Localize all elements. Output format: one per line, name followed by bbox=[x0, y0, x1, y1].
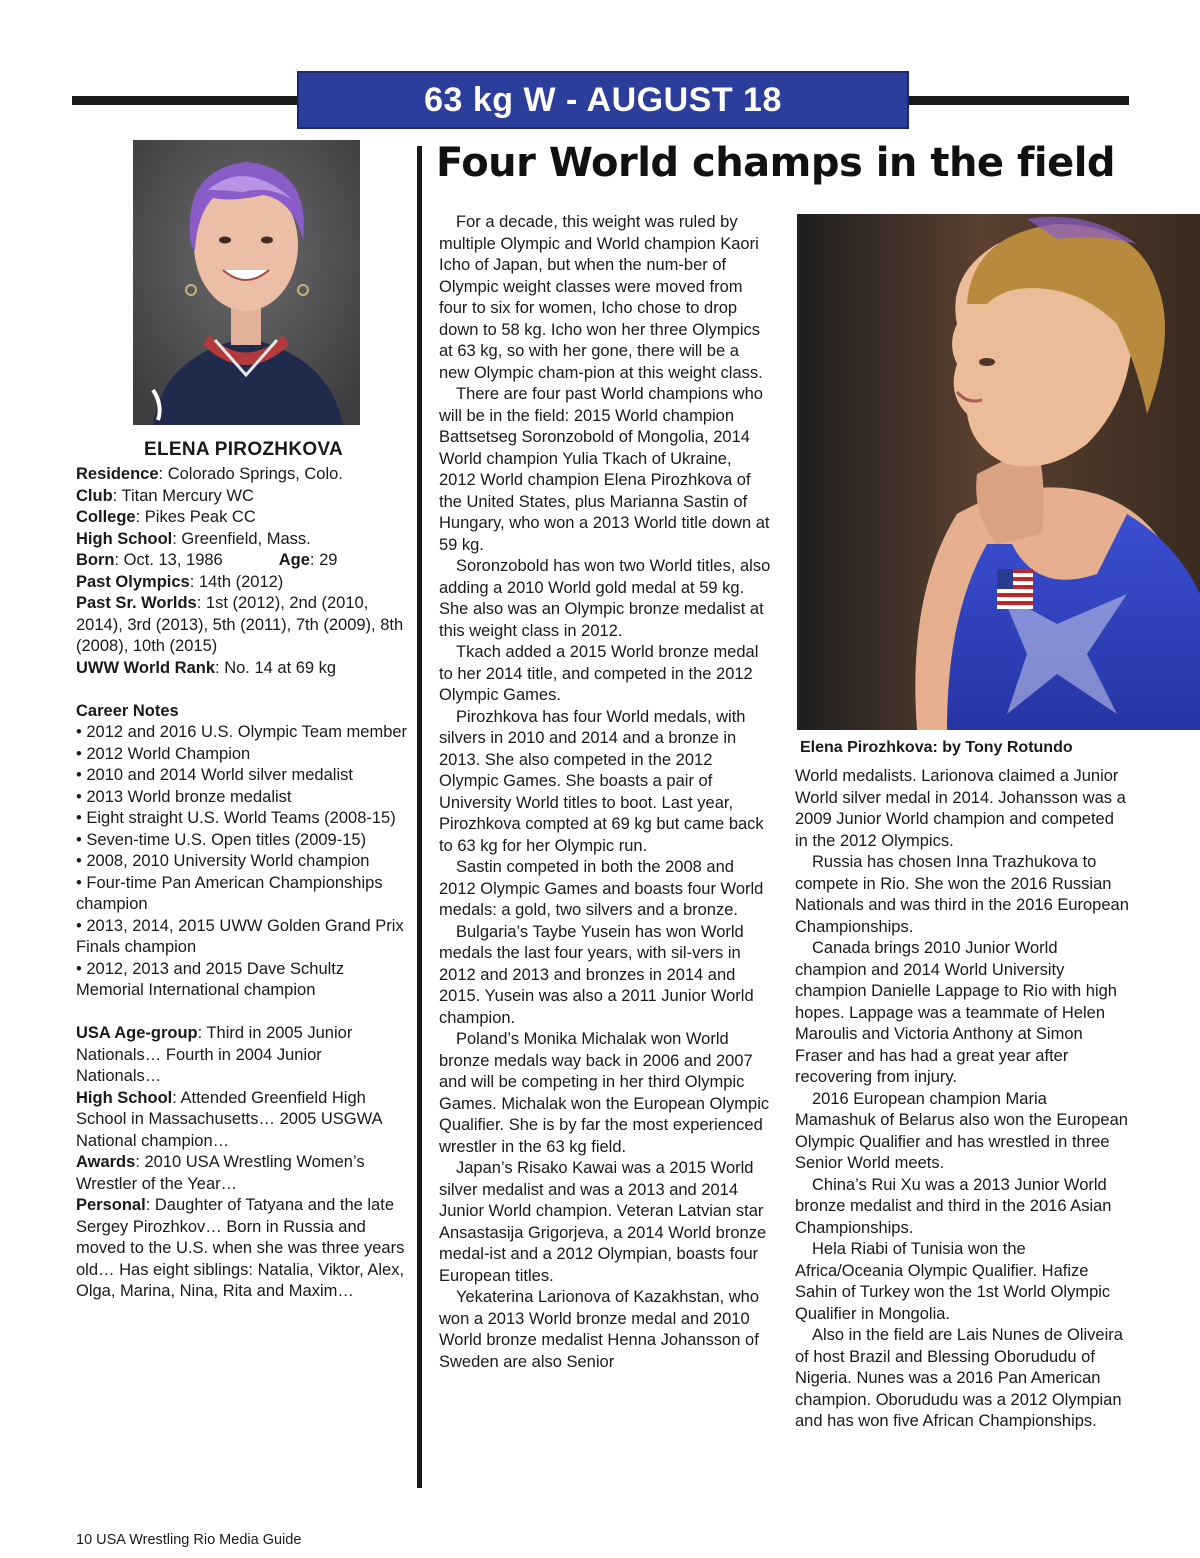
article-paragraph: Pirozhkova has four World medals, with silvers in 2010 and 2014 and a bronze in 2013. She also competed in the 2012 Olympic Games. She boasts a pair of University World titles to boot. Last year, Pirozhkova compted at 69 kg but came back to 63 kg for her Olympic run. bbox=[439, 707, 764, 855]
bio-residence: Residence: Colorado Springs, Colo. bbox=[76, 465, 343, 483]
article-paragraph: Sastin competed in both the 2008 and 2012 Olympic Games and boasts four World medals: a gold, two silvers and a bronze. bbox=[439, 858, 764, 919]
article-paragraph: Soronzobold has won two World titles, also adding a 2010 World gold medal at 59 kg. She also was an Olympic bronze medalist at this weight class in 2012. bbox=[439, 557, 771, 640]
article-paragraph: 2016 European champion Maria Mamashuk of Belarus also won the European Olympic Qualifier and has wrestled in three Senior World meets. bbox=[795, 1089, 1128, 1172]
article-column-right bbox=[795, 766, 1129, 1433]
weight-class-banner: 63 kg W - AUGUST 18 bbox=[297, 71, 909, 129]
bio-born-age: Born: Oct. 13, 1986 Age: 29 bbox=[76, 551, 338, 569]
article-column-middle bbox=[439, 212, 771, 1373]
article-paragraph: Yekaterina Larionova of Kazakhstan, who won a 2013 World bronze medal and 2010 World bronze medalist Henna Johansson of Sweden are also Senior bbox=[439, 1288, 760, 1371]
page-footer: 10 USA Wrestling Rio Media Guide bbox=[76, 1532, 302, 1548]
bio-world-rank: UWW World Rank: No. 14 at 69 kg bbox=[76, 658, 337, 677]
portrait-photo bbox=[133, 140, 360, 425]
career-note: • 2012 World Champion bbox=[76, 744, 251, 763]
article-paragraph: Japan’s Risako Kawai was a 2015 World silver medalist and was a 2013 and 2014 Junior World champion. Veteran Latvian star Ansastasija Grigorjeva, a 2014 World bronze medal-ist and a 2012 Olympian, boasts four European titles. bbox=[439, 1159, 767, 1285]
career-note: • 2013, 2014, 2015 UWW Golden Grand Prix Finals champion bbox=[76, 916, 404, 956]
career-note: • Four-time Pan American Championships champion bbox=[76, 873, 383, 913]
bio-past-olympics: Past Olympics: 14th (2012) bbox=[76, 572, 284, 591]
career-note: • 2013 World bronze medalist bbox=[76, 787, 292, 806]
athlete-bio bbox=[76, 438, 411, 1303]
career-note: • 2010 and 2014 World silver medalist bbox=[76, 766, 353, 784]
bio-past-worlds: Past Sr. Worlds: 1st (2012), 2nd (2010, 2014), 3rd (2013), 5th (2011), 7th (2009), 8th (2008), 10th (2015) bbox=[76, 594, 404, 655]
career-note: • 2008, 2010 University World champion bbox=[76, 852, 370, 870]
bio-personal: Personal: Daughter of Tatyana and the late Sergey Pirozhkov… Born in Russia and moved to the U.S. when she was three years old… Has eight siblings: Natalia, Viktor, Alex, Olga, Marina, Nina, Rita and Maxim… bbox=[76, 1196, 405, 1300]
career-note: • 2012 and 2016 U.S. Olympic Team member bbox=[76, 723, 408, 741]
article-paragraph: Russia has chosen Inna Trazhukova to compete in Rio. She won the 2016 Russian Nationals and was third in the 2016 European Championships. bbox=[795, 853, 1129, 936]
article-paragraph: Canada brings 2010 Junior World champion and 2014 World University champion Danielle Lappage to Rio with high hopes. Lappage was a teammate of Helen Maroulis and Victoria Anthony at Simon Fraser and has had a great year after recovering from injury. bbox=[795, 939, 1117, 1086]
article-paragraph: China’s Rui Xu was a 2013 Junior World bronze medalist and third in the 2016 Asian Championships. bbox=[795, 1175, 1112, 1237]
athlete-name: ELENA PIROZHKOVA bbox=[143, 439, 344, 460]
photo-caption: Elena Pirozhkova: by Tony Rotundo bbox=[800, 739, 1073, 756]
header-rule-right bbox=[906, 96, 1129, 105]
column-divider bbox=[417, 146, 422, 1488]
bio-high-school: High School: Greenfield, Mass. bbox=[76, 529, 311, 548]
header-rule-left bbox=[72, 96, 300, 105]
article-paragraph: Bulgaria’s Taybe Yusein has won World medals the last four years, with sil-vers in 2012 and 2013 and bronzes in 2014 and 2015. Yusein was also a 2011 Junior World champion. bbox=[439, 922, 754, 1027]
bio-club: Club: Titan Mercury WC bbox=[76, 486, 254, 505]
article-paragraph: Hela Riabi of Tunisia won the Africa/Oceania Olympic Qualifier. Hafize Sahin of Turkey won the 1st World Olympic Qualifier in Mongolia. bbox=[795, 1240, 1111, 1323]
career-note: • Seven-time U.S. Open titles (2009-15) bbox=[76, 830, 367, 849]
bio-college: College: Pikes Peak CC bbox=[76, 508, 256, 526]
article-paragraph: Also in the field are Lais Nunes de Oliveira of host Brazil and Blessing Oborududu of Nigeria. Nunes was a 2016 Pan American champion. Oborududu was a 2012 Olympian and has won five African Championships. bbox=[795, 1326, 1123, 1430]
career-notes-heading: Career Notes bbox=[76, 701, 179, 720]
article-paragraph: For a decade, this weight was ruled by multiple Olympic and World champion Kaori Icho of Japan, but when the num-ber of Olympic weight classes were moved from four to six for women, Icho chose to drop down to 58 kg. Icho won her three Olympics at 63 kg, so with her gone, there will be a new Olympic cham-pion at this weight class. bbox=[439, 213, 763, 382]
bio-age-group: USA Age-group: Third in 2005 Junior Nationals… Fourth in 2004 Junior Nationals… bbox=[76, 1024, 353, 1085]
career-note: • 2012, 2013 and 2015 Dave Schultz Memorial International champion bbox=[76, 959, 345, 999]
article-paragraph-continued: World medalists. Larionova claimed a Junior World silver medal in 2014. Johansson was a 2009 Junior World champion and competed in the 2012 Olympics. bbox=[795, 767, 1126, 850]
article-headline: Four World champs in the field bbox=[436, 140, 1116, 186]
bio-high-school-detail: High School: Attended Greenfield High School in Massachusetts… 2005 USGWA National champion… bbox=[76, 1088, 382, 1150]
bio-awards: Awards: 2010 USA Wrestling Women’s Wrestler of the Year… bbox=[76, 1153, 365, 1193]
action-photo bbox=[797, 214, 1200, 730]
career-note: • Eight straight U.S. World Teams (2008-15) bbox=[76, 809, 396, 827]
article-paragraph: There are four past World champions who will be in the field: 2015 World champion Battsetseg Soronzobold of Mongolia, 2014 World champion Yulia Tkach of Ukraine, 2012 World champion Elena Pirozhkova of the United States, plus Marianna Sastin of Hungary, who won a 2013 World title down at 59 kg. bbox=[439, 385, 770, 554]
article-paragraph: Tkach added a 2015 World bronze medal to her 2014 title, and competed in the 2012 Olympic Games. bbox=[439, 643, 759, 704]
article-paragraph: Poland’s Monika Michalak won World bronze medals way back in 2006 and 2007 and will be competing in her third Olympic Games. Michalak won the European Olympic Qualifier. She is by far the most experienced wrestler in the 63 kg field. bbox=[439, 1030, 770, 1156]
